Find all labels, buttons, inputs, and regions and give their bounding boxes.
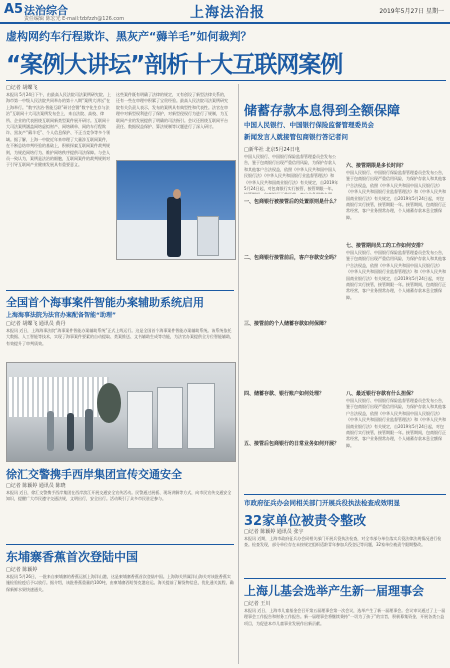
sys-byline: □记者 胡蝶飞 通讯员 黄丹	[6, 321, 66, 327]
deposit-sub1: 中国人民银行、中国银行保险监督管理委员会	[244, 121, 374, 129]
banana-byline: □记者 陈颖婷	[6, 567, 38, 573]
deposit-q4: 四、储蓄存款、银行账户如何处理？	[244, 391, 325, 397]
editor-line: 责任编辑 陈宏光 E-mail:fzbfzzh@126.com	[24, 16, 125, 22]
sys-headline: 全国首个海事案件智能办案辅助系统启用	[6, 296, 204, 309]
inspect-kicker: 市政府征兵办会同相关部门开展兵役执法检查成效明显	[244, 499, 400, 507]
traffic-body: 本报讯 近日，徐汇交警携手西岸集团在西岸滨江开展交通安全宣传活动。民警通过展板、现场讲解等方式，向市民宣传交通安全知识，提醒广大市民遵守交通法规，文明出行，安全出行。活动吸引了众多市民驻足参与。	[6, 490, 232, 502]
deposit-q8: 八、最近银行存款有什么担保？	[346, 391, 417, 397]
deposit-body-col2: 中国人民银行、中国银行保险监督管理委员会发布公告，鉴于包商银行出现严重信用风险，为保护存款人和其他客户合法权益，依照《中华人民共和国中国人民银行法》《中华人民共和国银行业监督管理法》和《中华人民共和国商业银行法》有关规定，自2019年5月24日起，对包商银行实行接管，接管期限一年。接管期间，包商银行正常经营，客户业务照常办理，个人储蓄存款本息全额保障。	[346, 170, 446, 220]
lead-body: 本报讯 5月24日下午，由最高人民法院司法案例研究院、上海市第一中级人民法院共同举办的第十八期“案例大讲坛”在上海举行。“数字法治·智能互联”研讨会暨“数字化生存与法治”互联网十大司法案例发布会上，来自法院、高校、律所、企业的代表围绕互联网新类型案件展开研讨。互联网十大司法案例涵盖网络虚拟财产、网络刷单、网约车行程欺诈、黑灰产“薅羊毛”、个人信息保护、不正当竞争等多个领域。据了解，上海一中院近年来审理了大量涉互联网案件，在不断总结审判经验的基础上，积极探索互联网案件裁判规则，为规范网络行为、维护网络秩序提供司法保障。与会人员一致认为，案例是法治的细胞，互联网案件的裁判规则对于引导互联网产业健康发展具有重要意义。	[6, 92, 111, 168]
speaker-figure	[167, 197, 181, 257]
deposit-body-col3: 中国人民银行、中国银行保险监督管理委员会发布公告，鉴于包商银行出现严重信用风险，为保护存款人和其他客户合法权益，依照《中华人民共和国中国人民银行法》《中华人民共和国银行业监督管理法》和《中华人民共和国商业银行法》有关规定，自2019年5月24日起，对包商银行实行接管，接管期限一年。接管期间，包商银行正常经营，客户业务照常办理，个人储蓄存款本息全额保障。	[346, 250, 446, 300]
display-board-2	[157, 387, 183, 449]
deposit-body: 中国人民银行、中国银行保险监督管理委员会发布公告，鉴于包商银行出现严重信用风险，为保护存款人和其他客户合法权益，依照《中华人民共和国中国人民银行法》《中华人民共和国银行业监督管理法》和《中华人民共和国商业银行法》有关规定，自2019年5月24日起，对包商银行实行接管，接管期限一年。	[244, 154, 339, 192]
speaker-head	[173, 189, 181, 199]
deposit-q6: 六、接管期限是多长时间？	[346, 163, 407, 169]
deposit-byline: □新华社 北京5月24日电	[244, 147, 300, 153]
lead-rule	[6, 80, 446, 81]
podium	[197, 216, 219, 256]
column-divider	[238, 84, 239, 664]
lead-headline: “案例大讲坛”剖析十大互联网案例	[6, 52, 343, 78]
fund-body: 本报讯 近日，上海市儿童基金会召开第五届理事会第一次会议，选举产生了新一届理事会。会议审议通过了上一届理事会工作报告和财务工作报告。新一届理事会将继续秉持“一切为了孩子”的宗旨，积极募集资金，开展各类公益项目，为促进本市儿童事业发展作出新贡献。	[244, 608, 446, 626]
deposit-q7: 七、接管期间员工的工作如何安排？	[346, 243, 427, 249]
banana-rule	[6, 544, 234, 545]
inspect-body: 本报讯 近期，上海市政府征兵办会同相关部门开展兵役执法检查，对全市部分单位落实兵役法律法规情况进行检查。检查发现，部分单位存在未按规定组织适龄青年参加兵役登记等问题，32家单位被责令限期整改。	[244, 536, 442, 548]
person-figure-1	[47, 411, 54, 451]
inspect-byline: □记者 陈颖婷 通讯员 张宇	[244, 529, 304, 535]
display-board-3	[187, 383, 215, 449]
issue-date: 2019年5月27日 星期一	[379, 8, 444, 15]
lead-kicker: 虚构网约车行程欺诈、黑灰产“薅羊毛”如何裁判？	[6, 30, 252, 43]
banana-headline: 东埔寨香蕉首次登陆中国	[6, 550, 139, 564]
fund-byline: □记者 王川	[244, 601, 271, 607]
page-number: A5	[4, 2, 24, 17]
banana-body: 本报讯 5月26日，一批来自柬埔寨的香蕉运抵上海洋山港，这是柬埔寨香蕉首次登陆中国。上海海关所属洋山海关对该批香蕉实施检验检疫后予以放行。据介绍，该批香蕉重量约100吨，由柬埔寨西哈努克港启运。海关提前了解货物信息，优化通关流程，确保新鲜水果快速通关。	[6, 574, 234, 592]
inspect-headline: 32家单位被责令整改	[244, 514, 367, 529]
masthead: 上海法治报	[190, 5, 265, 21]
sys-subhead: 上海海事法院为法官办案配备智能“助理”	[6, 312, 116, 319]
fund-headline: 上海儿基会选举产生新一届理事会	[244, 584, 425, 598]
forum-photo	[116, 160, 236, 260]
deposit-sub2: 新闻发言人就接管包商银行答记者问	[244, 133, 348, 141]
lead-byline: □记者 胡蝶飞	[6, 85, 38, 91]
sys-rule	[6, 290, 234, 291]
traffic-byline: □记者 陈颖婷 通讯员 陈晓	[6, 483, 66, 489]
deposit-headline: 储蓄存款本息得到全额保障	[244, 104, 401, 119]
person-figure-3	[85, 409, 93, 451]
tree-shape	[97, 383, 121, 423]
deposit-q3: 三、接管前的个人储蓄存款如何保障？	[244, 321, 330, 327]
deposit-q1: 一、包商银行被接管后的处置原则是什么？	[244, 199, 340, 205]
deposit-body-col4: 中国人民银行、中国银行保险监督管理委员会发布公告，鉴于包商银行出现严重信用风险，为保护存款人和其他客户合法权益，依照《中华人民共和国中国人民银行法》《中华人民共和国银行业监督管理法》和《中华人民共和国商业银行法》有关规定，自2019年5月24日起，对包商银行实行接管，接管期限一年。接管期间，包商银行正常经营，客户业务照常办理，个人储蓄存款本息全额保障。	[346, 398, 446, 448]
fund-rule	[244, 578, 446, 579]
traffic-headline: 徐汇交警携手西岸集团宣传交通安全	[6, 468, 182, 481]
inspect-rule	[244, 494, 446, 495]
sys-body: 本报讯 近日，上海海事法院“海事案件智能办案辅助系统”正式上线运行。这是全国首个海事案件智能办案辅助系统。该系统依托大数据、人工智能等技术，实现了海事案件要素的自动提取、类案推送、文书辅助生成等功能，为法官办案提供全方位智能辅助，有效提升了审判质效。	[6, 328, 234, 346]
traffic-safety-photo	[6, 362, 236, 462]
deposit-q2: 二、包商银行接管前后，客户存款安全吗？	[244, 255, 340, 261]
deposit-q5: 五、接管后包商银行的日常业务如何开展？	[244, 441, 340, 447]
background-fence	[9, 377, 109, 417]
section-name: 法治综合	[24, 4, 68, 17]
person-figure-2	[67, 413, 74, 451]
display-board-1	[127, 391, 153, 449]
lead-body-col2: 这些案件既有明确了法律的规定，又有创设了新型法律关系的，还有一些在审理中积累了宝贵经验。最高人民法院司法案例研究院有关负责人表示，发布的案例具有典型性和代表性。法官在审理中对新型权利进行了保护，对新型侵权行为进行了规制，为互联网产业的发展提供了明确的司法指引。会议还围绕互联网平台责任、数据权益保护、算法规制等议题进行了深入研讨。	[116, 92, 228, 130]
